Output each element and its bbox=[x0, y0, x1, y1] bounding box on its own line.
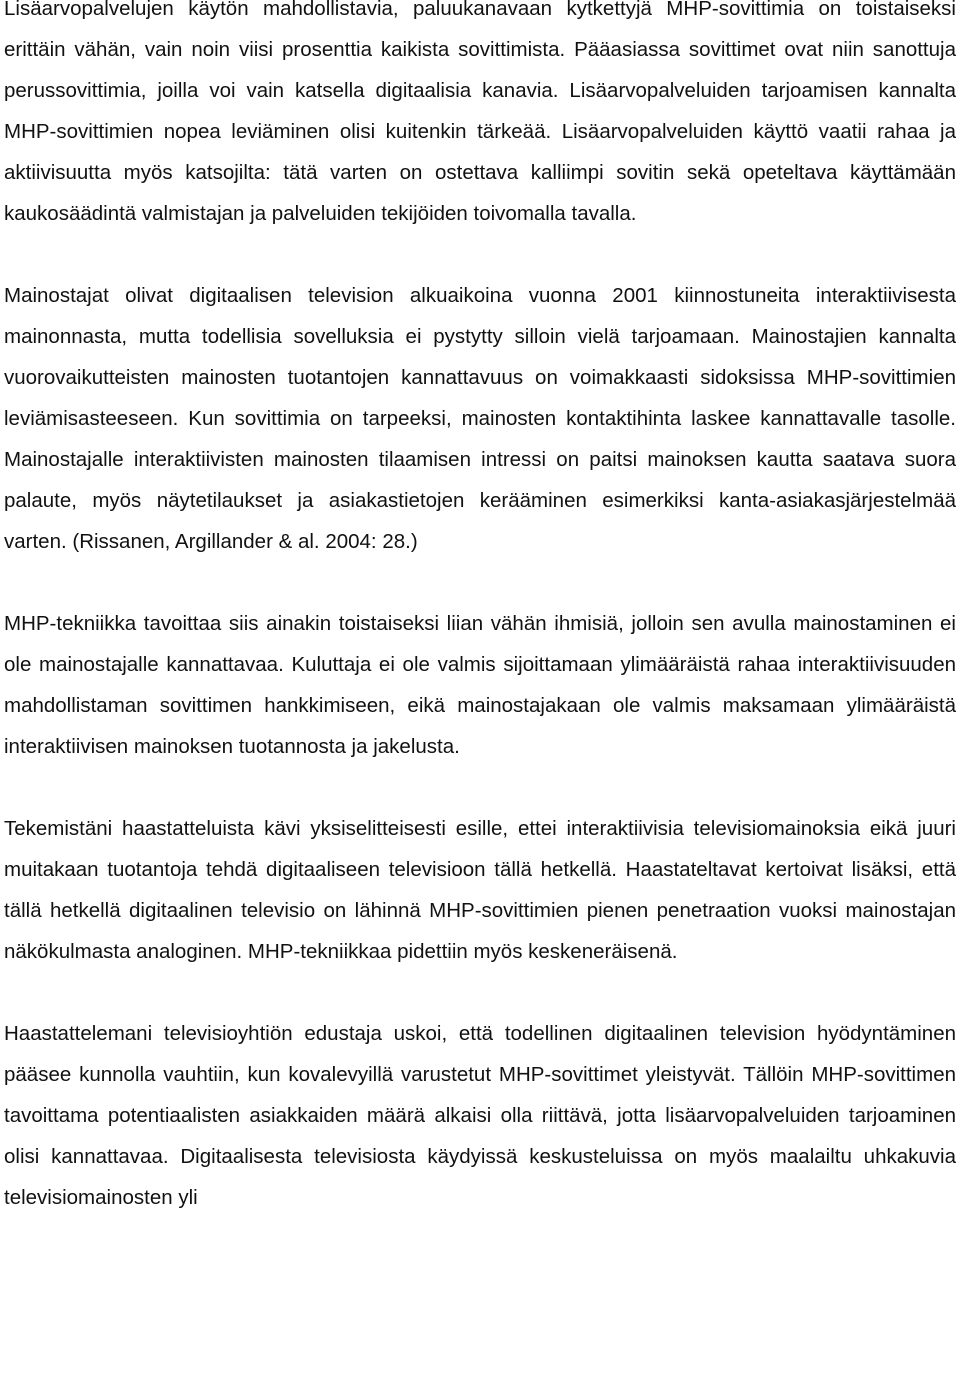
document-page bbox=[4, 0, 956, 1218]
paragraph-set-top-box-adoption: Lisäarvopalvelujen käytön mahdollistavia, paluukanavaan kytkettyjä MHP-sovittimia on toistaiseksi erittäin vähän, vain noin viisi prosenttia kaikista sovittimista. Pääasiassa sovittimet ovat niin sanottuja perussovittimia, joilla voi vain katsella digitaalisia kanavia. Lisäarvopalveluiden tarjoamisen kannalta MHP-sovittimien nopea leviäminen olisi kuitenkin tärkeää. Lisäarvopalveluiden käyttö vaatii rahaa ja aktiivisuutta myös katsojilta: tätä varten on ostettava kalliimpi sovitin sekä opeteltava käyttämään kaukosäädintä valmistajan ja palveluiden tekijöiden toivomalla tavalla. bbox=[4, 0, 956, 225]
paragraph-mhp-reach: MHP-tekniikka tavoittaa siis ainakin toistaiseksi liian vähän ihmisiä, jolloin sen avulla mainostaminen ei ole mainostajalle kannattavaa. Kuluttaja ei ole valmis sijoittamaan ylimääräistä rahaa interaktiivisuuden mahdollistaman sovittimen hankkimiseen, eikä mainostajakaan ole valmis maksamaan ylimääräistä interaktiivisen mainoksen tuotannosta ja jakelusta. bbox=[4, 612, 956, 758]
paragraph-advertisers-interest: Mainostajat olivat digitaalisen television alkuaikoina vuonna 2001 kiinnostuneita interaktiivisesta mainonnasta, mutta todellisia sovelluksia ei pystytty silloin vielä tarjoamaan. Mainostajien kannalta vuorovaikutteisten mainosten tuotantojen kannattavuus on voimakkaasti sidoksissa MHP-sovittimien leviämisasteeseen. Kun sovittimia on tarpeeksi, mainosten kontaktihinta laskee kannattavalle tasolle. Mainostajalle interaktiivisten mainosten tilaamisen intressi on paitsi mainoksen kautta saatava suora palaute, myös näytetilaukset ja asiakastietojen kerääminen esimerkiksi kanta-asiakasjärjestelmää varten. (Rissanen, Argillander & al. 2004: 28.) bbox=[4, 284, 956, 553]
paragraph-broadcaster-view: Haastattelemani televisioyhtiön edustaja uskoi, että todellinen digitaalinen television hyödyntäminen pääsee kunnolla vauhtiin, kun kovalevyillä varustetut MHP-sovittimet yleistyvät. Tällöin MHP-sovittimen tavoittama potentiaalisten asiakkaiden määrä alkaisi olla riittävä, jotta lisäarvopalveluiden tarjoaminen olisi kannattavaa. Digitaalisesta televisiosta käydyissä keskusteluissa on myös maalailtu uhkakuvia televisiomainosten yli bbox=[4, 1022, 956, 1209]
paragraph-interview-findings: Tekemistäni haastatteluista kävi yksiselitteisesti esille, ettei interaktiivisia televisiomainoksia eikä juuri muitakaan tuotantoja tehdä digitaaliseen televisioon tällä hetkellä. Haastateltavat kertoivat lisäksi, että tällä hetkellä digitaalinen televisio on lähinnä MHP-sovittimien pienen penetraation vuoksi mainostajan näkökulmasta analoginen. MHP-tekniikkaa pidettiin myös keskeneräisenä. bbox=[4, 817, 956, 963]
